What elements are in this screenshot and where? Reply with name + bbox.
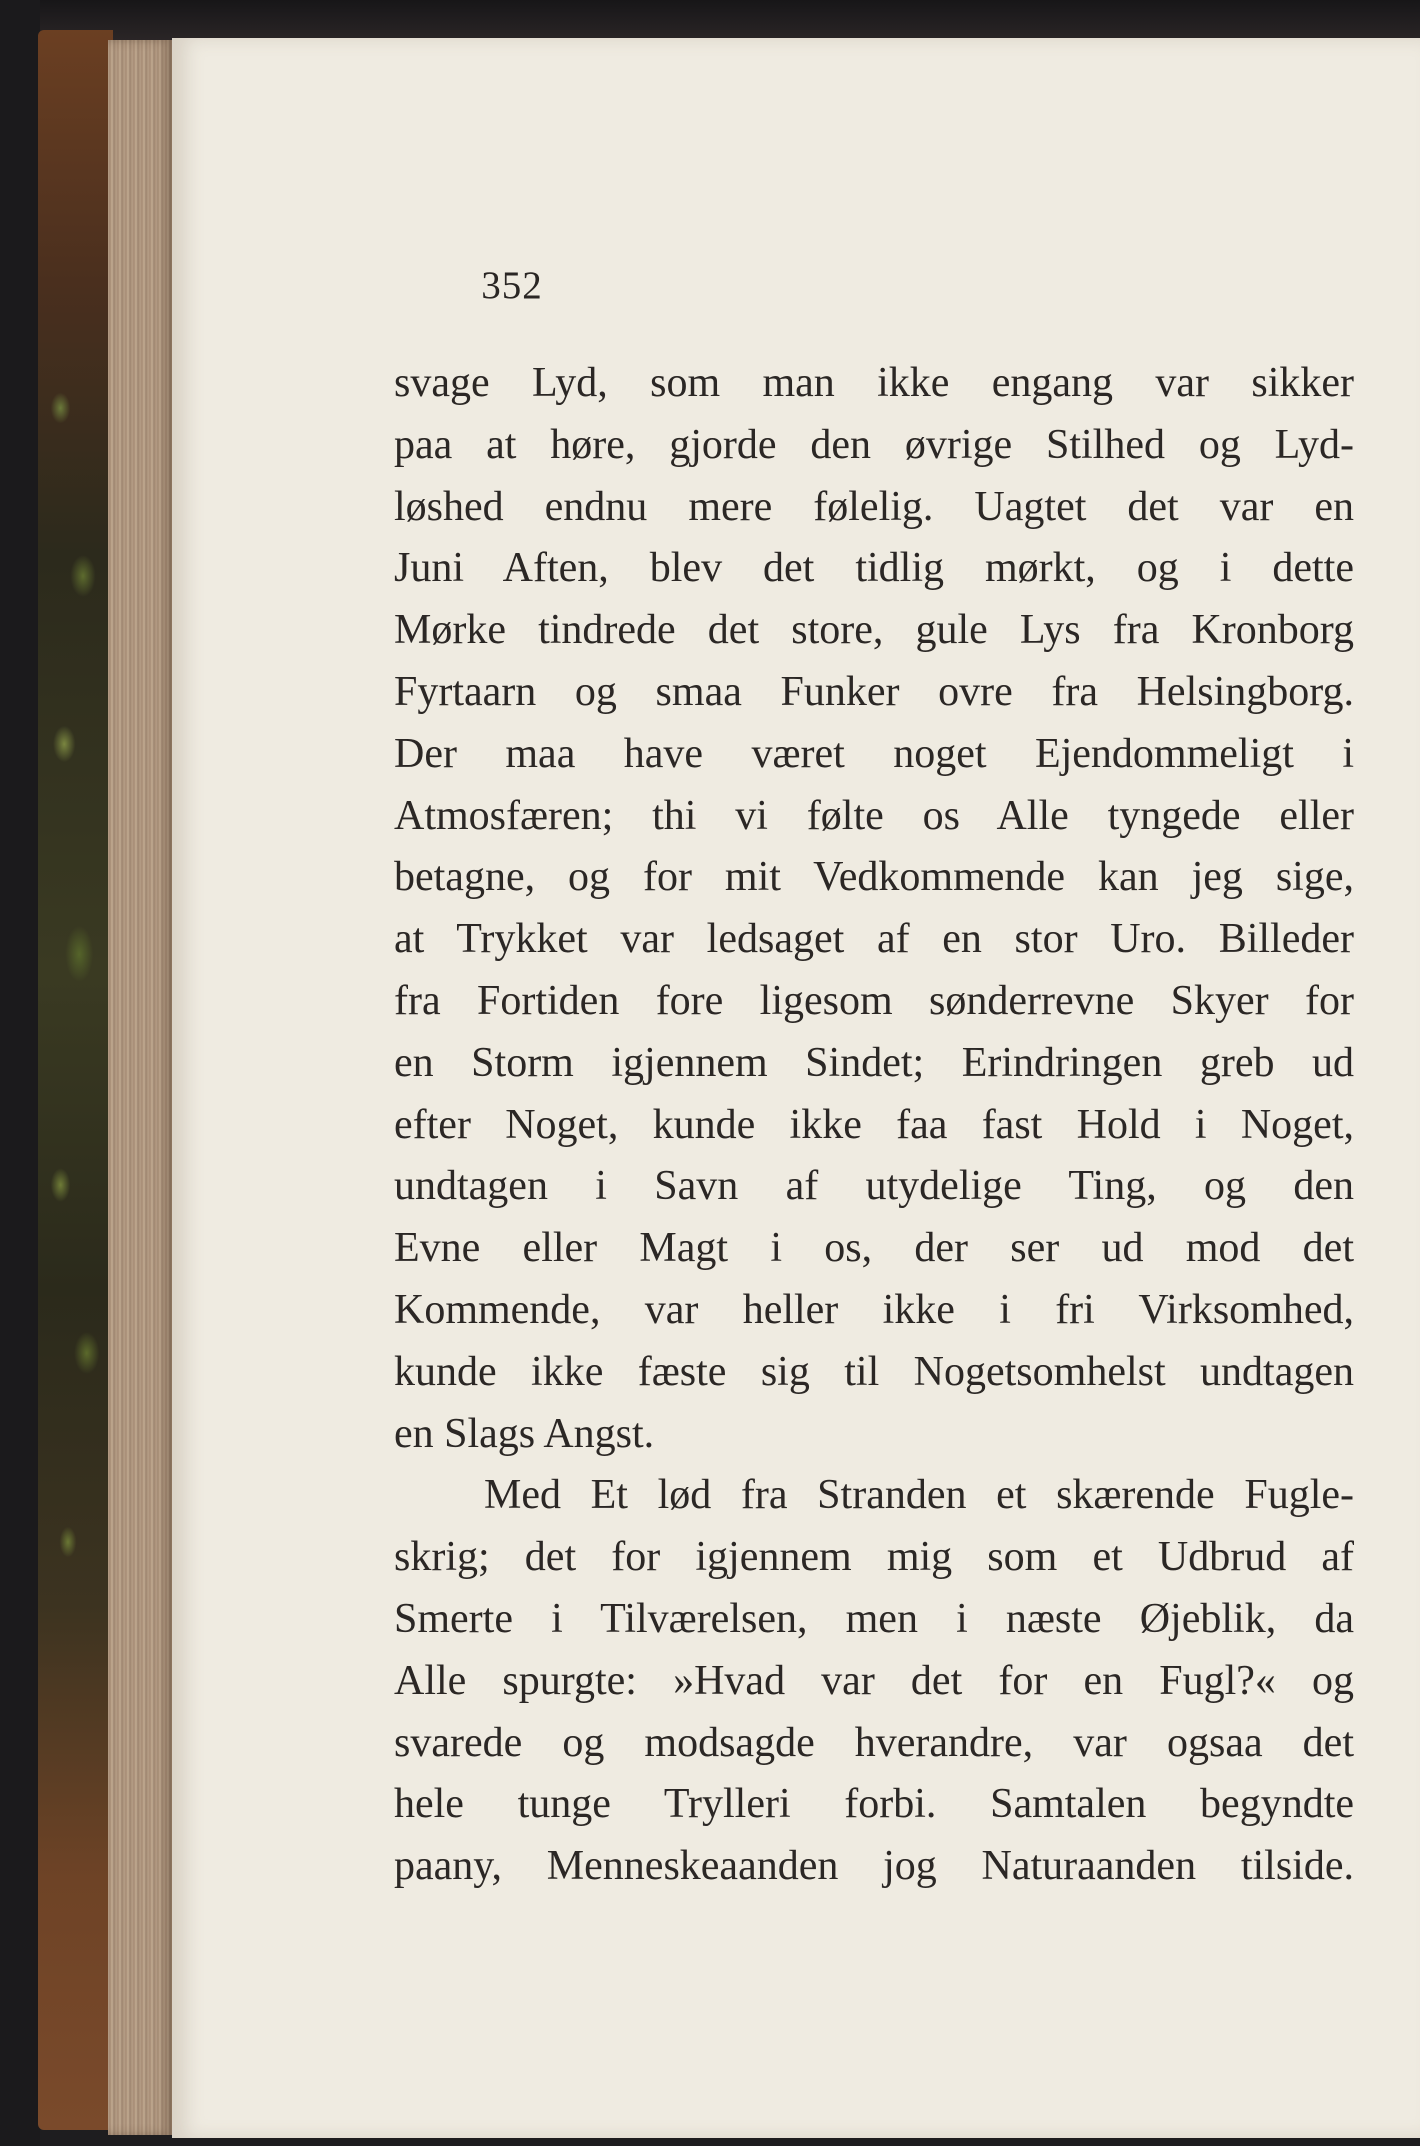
text-line: svarede og modsagde hverandre, var ogsaa det [394, 1719, 1354, 1766]
background-top [0, 0, 1420, 40]
page-number: 352 [481, 264, 543, 307]
page-edges [108, 40, 174, 2135]
text-line: Evne eller Magt i os, der ser ud mod det [394, 1225, 1354, 1272]
background-left [0, 0, 40, 2146]
text-line: Alle spurgte: »Hvad var det for en Fugl?« og [394, 1657, 1354, 1704]
text-line: en Slags Angst. [394, 1410, 655, 1457]
text-line: Fyrtaarn og smaa Funker ovre fra Helsingborg. [394, 668, 1354, 715]
text-line: skrig; det for igjennem mig som et Udbrud af [394, 1534, 1354, 1581]
text-line: betagne, og for mit Vedkommende kan jeg sige, [394, 854, 1354, 901]
text-line: at Trykket var ledsaget af en stor Uro. Billeder [394, 916, 1354, 963]
text-line: efter Noget, kunde ikke faa fast Hold i Noget, [394, 1101, 1354, 1148]
book-page [172, 38, 1420, 2138]
text-line: paa at høre, gjorde den øvrige Stilhed og Lyd- [394, 421, 1354, 468]
text-line: Der maa have været noget Ejendommeligt i [394, 730, 1354, 777]
text-line: løshed endnu mere følelig. Uagtet det var en [394, 483, 1354, 530]
text-line: en Storm igjennem Sindet; Erindringen greb ud [394, 1039, 1354, 1086]
text-line: Atmosfæren; thi vi følte os Alle tyngede eller [394, 792, 1354, 839]
text-line: hele tunge Trylleri forbi. Samtalen begyndte [394, 1781, 1354, 1828]
body-text [394, 353, 1354, 1898]
marbled-book-cover [38, 30, 113, 2130]
text-line: Med Et lød fra Stranden et skærende Fugle- [484, 1472, 1354, 1519]
text-line: Kommende, var heller ikke i fri Virksomhed, [394, 1286, 1354, 1333]
text-line: Mørke tindrede det store, gule Lys fra Kronborg [394, 607, 1354, 654]
text-line: undtagen i Savn af utydelige Ting, og den [394, 1163, 1354, 1210]
text-line: Juni Aften, blev det tidlig mørkt, og i dette [394, 545, 1354, 592]
text-line: svage Lyd, som man ikke engang var sikker [394, 360, 1354, 406]
text-line: kunde ikke fæste sig til Nogetsomhelst undtagen [394, 1348, 1354, 1395]
text-line: paany, Menneskeaanden jog Naturaanden tilside. [394, 1843, 1354, 1890]
text-line: fra Fortiden fore ligesom sønderrevne Skyer for [394, 977, 1354, 1024]
text-line: Smerte i Tilværelsen, men i næste Øjeblik, da [394, 1595, 1354, 1642]
